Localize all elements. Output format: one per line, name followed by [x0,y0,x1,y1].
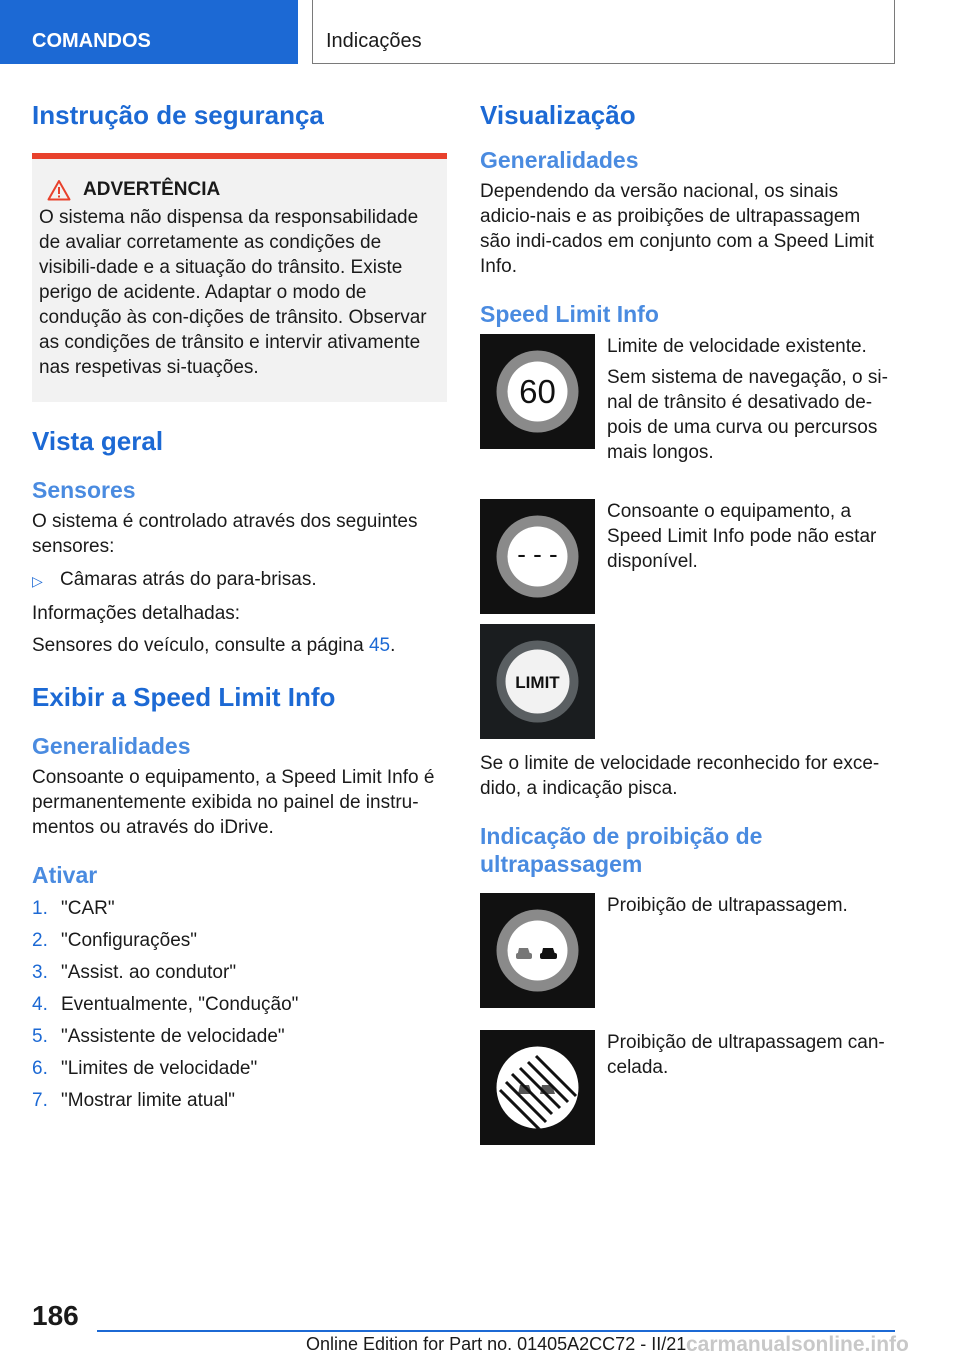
end-no-overtaking-icon [480,1030,595,1145]
end-no-overtaking-sign [480,1030,595,1145]
warning-title [39,179,439,201]
limit-sign-icon [480,624,595,739]
step-item [32,928,447,953]
step-item [32,1024,447,1049]
details-ref-text: Sensores do veículo, consulte a página [32,634,364,656]
page-number: 186 [32,1300,79,1331]
section-tab: Indicações [312,0,895,64]
step-item [32,896,447,921]
no-overtake-end-text: Proibição de ultrapassagem can-celada. [607,1031,885,1078]
sign-dash-text: Consoante o equipamento, a Speed Limit Info pode não estar disponível. [607,501,877,573]
step-number: 7. [32,1090,48,1112]
step-number: 2. [32,930,48,952]
overview-heading: Vista geral [32,426,164,457]
step-text: "Assist. ao condutor" [61,962,237,984]
step-text: Eventualmente, "Condução" [61,994,299,1016]
step-number: 4. [32,994,48,1016]
unavailable-sign-icon [480,499,595,614]
step-item [32,1088,447,1113]
step-text: "Limites de velocidade" [61,1058,258,1080]
no-overtake-heading: Indicação de proibição de ultrapassagem [480,823,763,877]
sensors-bullet [32,567,447,594]
limit-value: LIMIT [515,673,560,693]
right-column [480,100,896,1145]
footer-rule [97,1330,895,1332]
sli-heading: Speed Limit Info [480,300,659,327]
step-item [32,1056,447,1081]
general-text-left: Consoante o equipamento, a Speed Limit Info é permanentemente exibida no painel de instru-mentos ou através do iDrive. [32,766,435,838]
step-text: "Mostrar limite atual" [61,1090,235,1112]
sign-dash-description [607,499,896,614]
speed-limit-60-sign [480,334,595,449]
sign-row-60 [480,334,896,471]
dash-value: - - - [517,539,558,570]
sign-row-no-overtake [480,893,896,1008]
no-overtaking-icon [480,893,595,1008]
speed-value: 60 [519,373,556,411]
general-heading-left: Generalidades [32,733,191,760]
warning-text: O sistema não dispensa da responsabilidade de avaliar corretamente as condições de visibili-dade e a situação do trânsito. Existe perigo de acidente. Adaptar o modo de condução às con-dições de trânsito. Observar as condições de trânsito e intervir ativamente nas respetivas si-tuações. [39,207,427,379]
triangle-bullet-icon: ▷ [32,572,43,589]
no-overtaking-sign [480,893,595,1008]
exceed-text: Se o limite de velocidade reconhecido for exce-dido, a indicação pisca. [480,753,880,800]
watermark: carmanualsonline.info [686,1333,909,1356]
step-text: "Assistente de velocidade" [61,1026,285,1048]
step-item [32,992,447,1017]
step-number: 1. [32,898,48,920]
no-overtake-text: Proibição de ultrapassagem. [607,894,848,916]
speed-limit-sign-icon [480,334,595,449]
step-number: 6. [32,1058,48,1080]
no-overtake-end-description [607,1030,896,1145]
activate-steps [32,896,447,1113]
step-text: "CAR" [61,898,115,920]
general-heading-right: Generalidades [480,147,639,174]
sign-60-text1: Limite de velocidade existente. [607,336,867,358]
sign-row-no-overtake-end [480,1030,896,1145]
step-item [32,960,447,985]
warning-box [32,153,447,402]
speed-limit-unavailable-sign [480,499,595,614]
step-text: "Configurações" [61,930,198,952]
sign-60-description [607,334,896,471]
details-ref: Sensores do veículo, consulte a página 45. [32,634,396,656]
warning-label: ADVERTÊNCIA [83,179,221,201]
show-sli-heading: Exibir a Speed Limit Info [32,681,336,712]
sensors-text: O sistema é controlado através dos seguintes sensores: [32,510,418,557]
sensors-bullet-text: Câmaras atrás do para-brisas. [60,568,317,590]
left-column [32,100,447,1113]
step-number: 5. [32,1026,48,1048]
sensors-heading: Sensores [32,477,136,504]
display-heading: Visualização [480,100,636,130]
step-number: 3. [32,962,48,984]
safety-heading: Instrução de segurança [32,100,324,130]
sign-row-limit [480,624,896,739]
activate-heading: Ativar [32,861,98,888]
sign-60-text2: Sem sistema de navegação, o si-nal de trânsito é desativado de-pois de uma curva ou percursos mais longos. [607,367,888,464]
general-text-right: Dependendo da versão nacional, os sinais adicio-nais e as proibições de ultrapassagem são indi-cados em conjunto com a Speed Limit Info. [480,180,874,277]
page-link[interactable]: 45 [368,634,391,656]
limit-sign [480,624,595,739]
no-overtake-description [607,893,848,1008]
warning-triangle-icon [47,179,71,201]
sign-row-dash [480,499,896,614]
footer-edition: Online Edition for Part no. 01405A2CC72 - II/21 [306,1334,687,1354]
details-label: Informações detalhadas: [32,602,241,624]
chapter-tab: COMANDOS [0,0,298,64]
